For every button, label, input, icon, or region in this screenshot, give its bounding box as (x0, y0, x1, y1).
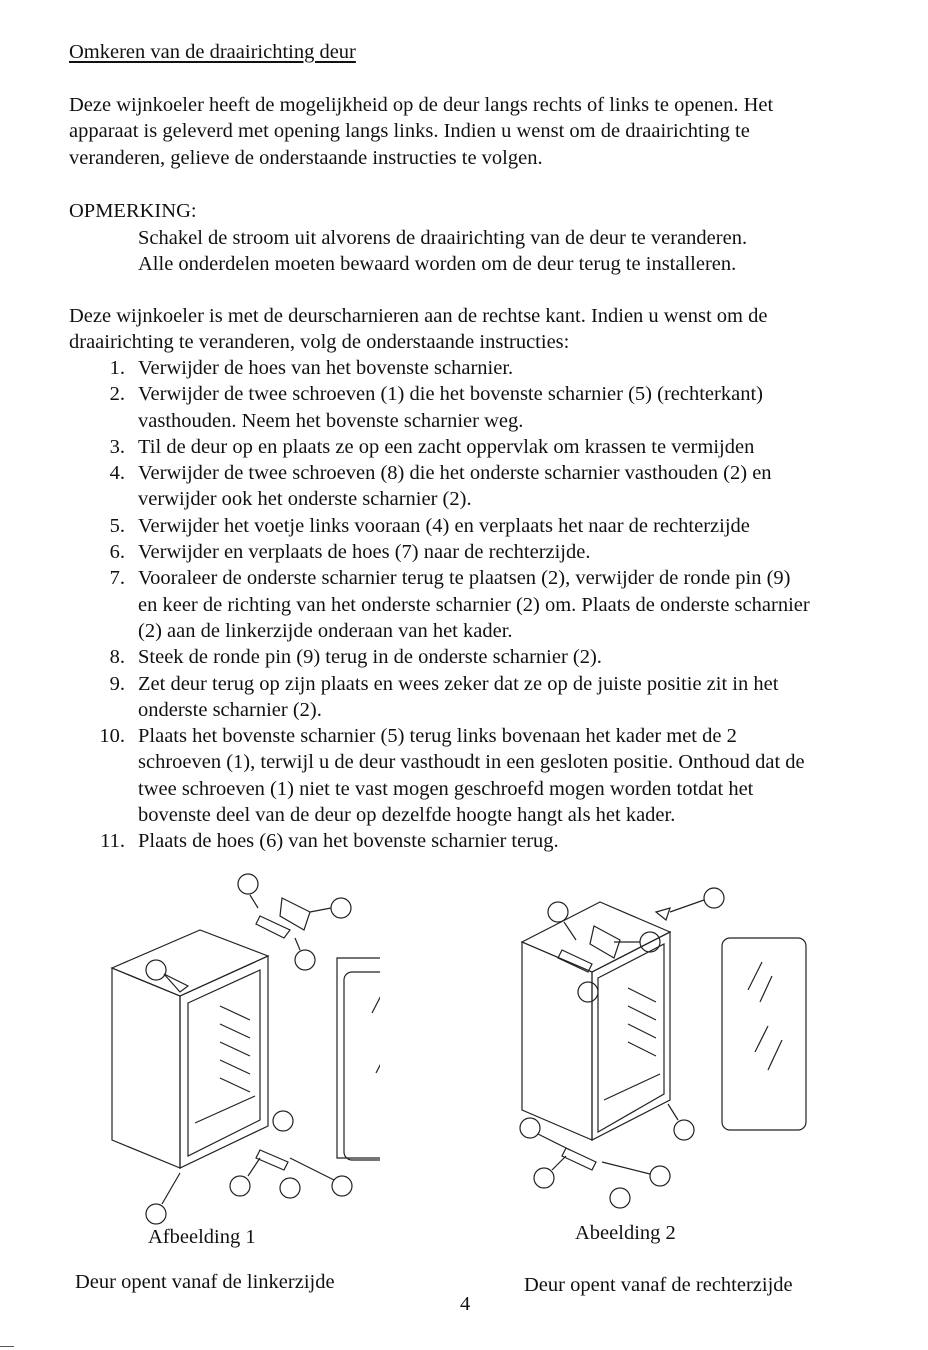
step-text-line: Verwijder het voetje links vooraan (4) en verplaats het naar de rechterzijde (138, 514, 750, 537)
step-text-line: Verwijder en verplaats de hoes (7) naar de rechterzijde. (138, 541, 591, 564)
step-text-line: Til de deur op en plaats ze op een zacht oppervlak om krassen te vermijden (138, 435, 755, 458)
figure-2-caption: Abeelding 2 (575, 1222, 676, 1244)
step-text-line: verwijder ook het onderste scharnier (2). (138, 488, 472, 511)
note-line-2: Alle onderdelen moeten bewaard worden om de deur terug te installeren. (138, 253, 737, 275)
figure-1-diagram (100, 868, 380, 1228)
list-item (69, 434, 909, 460)
step-number: 8. (109, 646, 125, 669)
list-item (69, 539, 909, 565)
step-text-line: Steek de ronde pin (9) terug in de onderste scharnier (2). (138, 646, 602, 669)
door-panel-2 (722, 938, 806, 1130)
step-number: 7. (109, 567, 125, 590)
step-text-line: Verwijder de hoes van het bovenste scharnier. (138, 357, 514, 379)
page-title: Omkeren van de draairichting deur (69, 41, 356, 63)
step-text-line: Zet deur terug op zijn plaats en wees zeker dat ze op de juiste positie zit in het (138, 672, 779, 695)
page-edge-mark (0, 1346, 14, 1347)
step-number: 1. (109, 357, 125, 379)
note-heading: OPMERKING: (69, 200, 197, 222)
instruction-list (69, 355, 909, 855)
door-panel (337, 958, 380, 1160)
list-item (69, 460, 909, 513)
step-number: 2. (109, 383, 125, 406)
top-hinge-parts-2 (548, 888, 724, 1002)
figure-1-subtitle: Deur opent vanaf de linkerzijde (75, 1271, 335, 1293)
step-number: 3. (109, 435, 125, 458)
step-text-line: Verwijder de twee schroeven (1) die het bovenste scharnier (5) (rechterkant) (138, 383, 763, 406)
step-text-line: Verwijder de twee schroeven (8) die het onderste scharnier vasthouden (2) en (138, 462, 772, 485)
step-text-line: Plaats het bovenste scharnier (5) terug links bovenaan het kader met de 2 (138, 725, 737, 748)
list-item (69, 828, 909, 854)
list-item (69, 565, 909, 644)
note-line-1: Schakel de stroom uit alvorens de draairichting van de deur te veranderen. (138, 227, 748, 249)
bottom-hinge-parts-2 (520, 1104, 694, 1208)
step-text-line: en keer de richting van het onderste scharnier (2) om. Plaats de onderste scharnier (138, 593, 810, 616)
cabinet-open (112, 930, 268, 1168)
lead-line-1: Deze wijnkoeler is met de deurscharnieren aan de rechtse kant. Indien u wenst om de (69, 305, 768, 327)
step-text-line: Plaats de hoes (6) van het bovenste scharnier terug. (138, 830, 559, 853)
step-number: 9. (109, 672, 125, 695)
step-text-line: bovenste deel van de deur op dezelfde hoogte hangt als het kader. (138, 804, 676, 827)
step-text-line: twee schroeven (1) niet te vast mogen geschroefd mogen worden totdat het (138, 777, 754, 800)
step-number: 6. (109, 541, 125, 564)
page-number: 4 (460, 1293, 471, 1315)
step-text-line: Vooraleer de onderste scharnier terug te plaatsen (2), verwijder de ronde pin (9) (138, 567, 791, 590)
list-item (69, 644, 909, 670)
intro-line-2: apparaat is geleverd met opening langs links. Indien u wenst om de draairichting te (69, 120, 750, 142)
step-number: 4. (109, 462, 125, 485)
figure-1-caption: Afbeelding 1 (148, 1226, 256, 1248)
cabinet-closed (522, 902, 670, 1140)
intro-line-3: veranderen, gelieve de onderstaande instructies te volgen. (69, 147, 543, 169)
bottom-hinge-parts (146, 1111, 352, 1224)
figure-2-subtitle: Deur opent vanaf de rechterzijde (524, 1274, 793, 1296)
list-item (69, 381, 909, 434)
step-text-line: schroeven (1), terwijl u de deur vasthoudt in een gesloten positie. Onthoud dat de (138, 751, 805, 774)
list-item (69, 513, 909, 539)
top-hinge-parts (146, 874, 351, 992)
step-text-line: onderste scharnier (2). (138, 698, 322, 721)
intro-line-1: Deze wijnkoeler heeft de mogelijkheid op de deur langs rechts of links te openen. Het (69, 94, 774, 116)
figure-2-diagram (510, 880, 820, 1220)
list-item (69, 355, 909, 381)
step-number: 5. (109, 514, 125, 537)
lead-line-2: draairichting te veranderen, volg de onderstaande instructies: (69, 331, 570, 353)
list-item (69, 671, 909, 724)
list-item (69, 723, 909, 828)
step-number: 11. (100, 830, 125, 853)
step-text-line: vasthouden. Neem het bovenste scharnier weg. (138, 409, 524, 432)
step-text-line: (2) aan de linkerzijde onderaan van het kader. (138, 619, 513, 642)
step-number: 10. (99, 725, 125, 748)
